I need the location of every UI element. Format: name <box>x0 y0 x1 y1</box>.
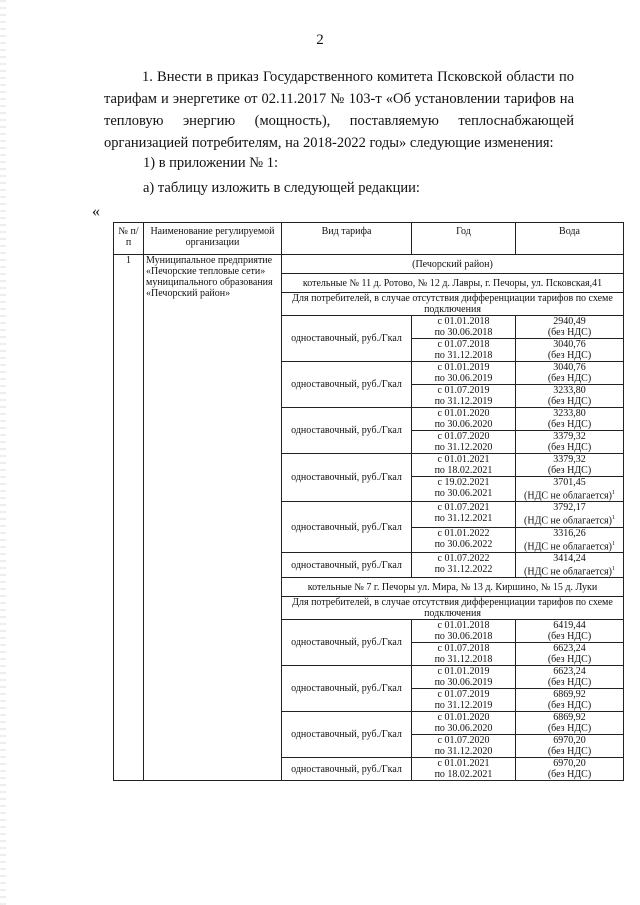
period-cell <box>412 316 516 339</box>
tariff-value: 6970,20 <box>553 735 586 747</box>
period-from: с 01.01.2022 <box>437 527 490 539</box>
tariff-value-cell <box>516 339 624 362</box>
period-to: по 30.06.2020 <box>434 419 493 430</box>
tariff-value: 6869,92 <box>553 712 586 724</box>
period-cell <box>412 408 516 431</box>
period-cell <box>412 477 516 502</box>
period-cell <box>412 552 516 577</box>
vat-note <box>518 373 621 384</box>
period-to: по 18.02.2021 <box>434 769 493 781</box>
tariff-value: 6869,92 <box>553 689 586 701</box>
tariff-value-cell <box>516 477 624 502</box>
vat-note <box>518 564 621 577</box>
period-from: с 01.01.2020 <box>437 712 490 724</box>
period-cell <box>412 502 516 527</box>
period-from: с 01.07.2020 <box>437 431 490 442</box>
period-from: с 01.01.2021 <box>437 454 490 465</box>
tariff-type: одноставочный, руб./Гкал <box>282 316 412 362</box>
boiler-group-2-title: котельные № 7 г. Печоры ул. Мира, № 13 д. Киршино, № 15 д. Луки <box>282 578 624 597</box>
vat-note <box>518 442 621 453</box>
vat-note <box>518 769 621 780</box>
tariff-value-cell <box>516 643 624 666</box>
tariff-value: 3316,26 <box>553 527 586 539</box>
tariff-value-cell <box>516 362 624 385</box>
header-number: № п/п <box>114 223 144 255</box>
vat-text: (НДС не облагается) <box>524 540 612 552</box>
period-to: по 31.12.2022 <box>434 563 493 575</box>
scan-edge-artifact <box>0 0 6 905</box>
vat-text: (НДС не облагается) <box>524 515 612 527</box>
tariff-value: 3379,32 <box>553 454 586 465</box>
tariff-value: 6970,20 <box>553 758 586 770</box>
tariff-type: одноставочный, руб./Гкал <box>282 502 412 553</box>
tariff-value: 6623,24 <box>553 643 586 655</box>
tariff-table <box>113 222 624 781</box>
period-cell <box>412 758 516 781</box>
header-organization: Наименование регулируемой организации <box>144 223 282 255</box>
period-from: с 01.07.2021 <box>437 502 490 514</box>
vat-text: (без НДС) <box>547 654 592 666</box>
period-to: по 30.06.2018 <box>434 327 493 338</box>
period-to: по 30.06.2022 <box>434 538 493 550</box>
period-cell <box>412 643 516 666</box>
paragraph-2: 1) в приложении № 1: <box>143 155 278 171</box>
boiler-group-1-title: котельные № 11 д. Ротово, № 12 д. Лавры, г. Печоры, ул. Псковская,41 <box>282 274 624 293</box>
vat-note <box>518 327 621 338</box>
period-from: с 01.07.2018 <box>437 643 490 655</box>
vat-text: (без НДС) <box>547 700 592 712</box>
tariff-value-cell <box>516 454 624 477</box>
period-to: по 31.12.2021 <box>434 513 493 525</box>
period-to: по 30.06.2018 <box>434 631 493 643</box>
tariff-value: 3701,45 <box>553 477 586 488</box>
tariff-value-cell <box>516 316 624 339</box>
vat-note <box>518 513 621 526</box>
period-cell <box>412 362 516 385</box>
tariff-type: одноставочный, руб./Гкал <box>282 552 412 577</box>
tariff-type: одноставочный, руб./Гкал <box>282 620 412 666</box>
tariff-value-cell <box>516 689 624 712</box>
consumers-note-2: Для потребителей, в случае отсутствия дифференциации тарифов по схеме подключения <box>282 597 624 620</box>
period-from: с 01.01.2019 <box>437 666 490 678</box>
tariff-value-cell <box>516 527 624 552</box>
period-from: с 01.07.2019 <box>437 385 490 396</box>
period-to: по 30.06.2019 <box>434 373 493 384</box>
vat-text: (без НДС) <box>547 465 592 476</box>
paragraph-3: а) таблицу изложить в следующей редакции: <box>143 180 420 196</box>
vat-note <box>518 631 621 642</box>
tariff-value: 3414,24 <box>553 552 586 564</box>
tariff-value: 2940,49 <box>553 316 586 327</box>
period-to: по 30.06.2021 <box>434 488 493 499</box>
vat-text: (без НДС) <box>547 769 592 781</box>
period-cell <box>412 666 516 689</box>
period-cell <box>412 527 516 552</box>
tariff-value: 3040,76 <box>553 339 586 350</box>
period-cell <box>412 712 516 735</box>
page-number: 2 <box>316 32 324 48</box>
tariff-value: 3233,80 <box>553 408 586 419</box>
vat-text: (без НДС) <box>547 396 592 407</box>
period-cell <box>412 689 516 712</box>
period-cell <box>412 431 516 454</box>
tariff-value-cell <box>516 758 624 781</box>
tariff-value-cell <box>516 735 624 758</box>
vat-note <box>518 677 621 688</box>
period-from: с 01.07.2019 <box>437 689 490 701</box>
tariff-type: одноставочный, руб./Гкал <box>282 362 412 408</box>
vat-note <box>518 465 621 476</box>
period-cell <box>412 339 516 362</box>
header-year: Год <box>412 223 516 255</box>
tariff-type: одноставочный, руб./Гкал <box>282 666 412 712</box>
vat-text: (без НДС) <box>547 350 592 361</box>
header-tariff-type: Вид тарифа <box>282 223 412 255</box>
consumers-note-1: Для потребителей, в случае отсутствия дифференциации тарифов по схеме подключения <box>282 293 624 316</box>
period-from: с 01.01.2018 <box>437 316 490 327</box>
vat-text: (без НДС) <box>547 419 592 430</box>
table-row <box>114 255 624 274</box>
footnote-mark: 1 <box>611 540 615 547</box>
tariff-value-cell <box>516 620 624 643</box>
vat-note <box>518 488 621 501</box>
vat-text: (без НДС) <box>547 631 592 643</box>
tariff-value: 6419,44 <box>553 620 586 632</box>
vat-text: (НДС не облагается) <box>524 490 612 502</box>
vat-note <box>518 746 621 757</box>
vat-text: (без НДС) <box>547 746 592 758</box>
paragraph-1: 1. Внести в приказ Государственного комитета Псковской области по тарифам и энергетике от 02.11.2017 № 103-т «Об установлении тарифов на тепловую энергию (мощность), поставляемую теплоснабжающей организацией потребителям, на 2018-2022 годы» следующие изменения: <box>104 69 574 151</box>
period-to: по 30.06.2020 <box>434 723 493 735</box>
period-cell <box>412 620 516 643</box>
tariff-value: 6623,24 <box>553 666 586 678</box>
footnote-mark: 1 <box>611 515 615 522</box>
vat-note <box>518 654 621 665</box>
vat-note <box>518 396 621 407</box>
vat-text: (без НДС) <box>547 677 592 689</box>
tariff-value: 3040,76 <box>553 362 586 373</box>
period-cell <box>412 735 516 758</box>
period-to: по 31.12.2020 <box>434 746 493 758</box>
vat-text: (без НДС) <box>547 723 592 735</box>
period-from: с 19.02.2021 <box>437 477 490 488</box>
vat-note <box>518 700 621 711</box>
period-to: по 31.12.2019 <box>434 700 493 712</box>
tariff-value-cell <box>516 552 624 577</box>
tariff-value-cell <box>516 666 624 689</box>
tariff-type: одноставочный, руб./Гкал <box>282 454 412 502</box>
period-cell <box>412 454 516 477</box>
tariff-type: одноставочный, руб./Гкал <box>282 408 412 454</box>
period-from: с 01.07.2018 <box>437 339 490 350</box>
vat-text: (без НДС) <box>547 442 592 453</box>
tariff-value-cell <box>516 712 624 735</box>
period-from: с 01.01.2020 <box>437 408 490 419</box>
district-label: (Печорский район) <box>282 255 624 274</box>
vat-note <box>518 723 621 734</box>
vat-note <box>518 539 621 552</box>
vat-text: (без НДС) <box>547 373 592 384</box>
period-from: с 01.01.2018 <box>437 620 490 632</box>
period-to: по 30.06.2019 <box>434 677 493 689</box>
tariff-value-cell <box>516 385 624 408</box>
tariff-value-cell <box>516 502 624 527</box>
period-to: по 31.12.2018 <box>434 350 493 361</box>
footnote-mark: 1 <box>611 565 615 572</box>
vat-text: (без НДС) <box>547 327 592 338</box>
period-from: с 01.07.2020 <box>437 735 490 747</box>
period-to: по 31.12.2019 <box>434 396 493 407</box>
tariff-value: 3792,17 <box>553 502 586 514</box>
vat-note <box>518 350 621 361</box>
quote-mark: « <box>92 203 100 220</box>
period-to: по 31.12.2020 <box>434 442 493 453</box>
footnote-mark: 1 <box>611 490 615 496</box>
tariff-value-cell <box>516 431 624 454</box>
period-cell <box>412 385 516 408</box>
period-from: с 01.01.2019 <box>437 362 490 373</box>
period-from: с 01.01.2021 <box>437 758 490 770</box>
period-to: по 31.12.2018 <box>434 654 493 666</box>
table-header-row <box>114 223 624 255</box>
tariff-value: 3233,80 <box>553 385 586 396</box>
organization-name: Муниципальное предприятие «Печорские тепловые сети» муниципального образования «Печорский район» <box>144 255 282 781</box>
tariff-type: одноставочный, руб./Гкал <box>282 758 412 781</box>
tariff-type: одноставочный, руб./Гкал <box>282 712 412 758</box>
period-to: по 18.02.2021 <box>434 465 493 476</box>
vat-text: (НДС не облагается) <box>524 566 612 578</box>
row-number: 1 <box>114 255 144 781</box>
header-water: Вода <box>516 223 624 255</box>
vat-note <box>518 419 621 430</box>
tariff-value: 3379,32 <box>553 431 586 442</box>
tariff-value-cell <box>516 408 624 431</box>
period-from: с 01.07.2022 <box>437 552 490 564</box>
